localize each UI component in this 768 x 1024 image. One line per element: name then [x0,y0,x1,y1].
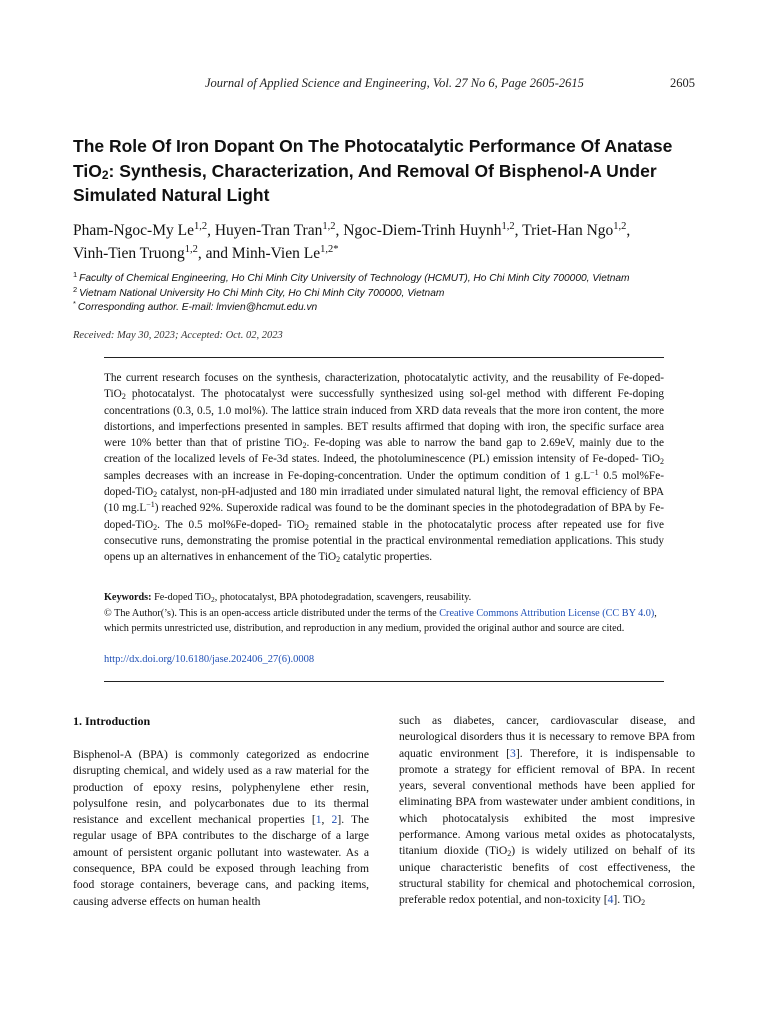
author-affiliation: 1,2 [322,221,336,232]
title-line-1: The Role Of Iron Dopant On The Photocatalytic Performance Of Anatase [73,136,673,156]
author-name: Vinh-Tien Truong [73,245,185,262]
corresponding-email: Corresponding author. E-mail: lmvien@hcmut.edu.vn [77,302,318,313]
title-line-2-pre: TiO [73,160,102,181]
paper-title [73,134,703,208]
author-name: Huyen-Tran Tran [214,222,323,239]
citation-link[interactable]: 3 [510,746,516,760]
author-affiliation: 1,2* [320,244,339,255]
running-header [0,76,768,92]
corresponding-author [73,301,713,315]
author-name: Minh-Vien Le [231,245,321,262]
author-affiliation: 1,2 [193,221,208,232]
author-affiliation: 1,2 [184,244,198,255]
page-number: 2605 [670,76,695,90]
title-subscript: 2 [101,167,109,182]
affiliation-1 [73,272,713,286]
intro-left-column: Bisphenol-A (BPA) is commonly categorized as endocrine disrupting chemical, and widely used as a raw material for the production of epoxy resins, polyphenylene ether resin, polysulfone resin, and polycarbonates due to its thermal resistance and excellent mechanical properties [1, 2]. The regular usage of BPA contributes to the discharge of a large amount of persistent organic pollutant into wastewater. As a consequence, BPA could be exposed through leaching from food storage containers, beverage cans, and packing items, causing adverse effects on human health [73,748,369,908]
citation-link[interactable]: 2 [331,813,338,827]
abstract-bottom-rule [104,681,664,682]
author-affiliation: 1,2 [501,221,515,232]
affiliation-text: Vietnam National University Ho Chi Minh City, Ho Chi Minh City 700000, Vietnam [79,288,445,299]
citation-link[interactable]: 4 [607,893,614,907]
author-name: Pham-Ngoc-My Le [73,222,194,239]
license-notice: © The Author(’s). This is an open-access article distributed under the terms of the Creative Commons Attribution License (CC BY 4.0), which permits unrestricted use, distribution, and reproduction in any medium, provided the original author and source are cited. [104,608,657,634]
affiliation-2 [73,287,713,301]
title-line-2-post: : Synthesis, Characterization, And Removal Of Bisphenol-A Under [108,160,657,181]
author-and: and [205,245,229,262]
affiliation-mark: * [73,299,76,308]
keywords: Keywords: Fe-doped TiO$_2$, photocatalyst, BPA photodegradation, scavengers, reusability. [104,592,472,604]
title-line-3: Simulated Natural Light [73,185,270,205]
author-name: Ngoc-Diem-Trinh Huynh [343,222,502,239]
affiliation-text: Faculty of Chemical Engineering, Ho Chi Minh City University of Technology (HCMUT), Ho Chi Minh City 700000, Vietnam [79,273,630,284]
section-heading-introduction: 1. Introduction [73,714,151,728]
author-name: Triet-Han Ngo [522,222,614,239]
affiliation-mark: 1 [73,270,78,279]
doi-link[interactable]: http://dx.doi.org/10.6180/jase.202406_27(6).0008 [104,654,315,665]
abstract-top-rule [104,357,664,358]
received-dates: Received: May 30, 2023; Accepted: Oct. 02, 2023 [73,330,283,341]
abstract: The current research focuses on the synthesis, characterization, photocatalytic activity, and the reusability of Fe-doped- TiO$_2$ photocatalyst. The photocatalyst were successfully synthesized using sol-gel method with different Fe-doping concentrations (0.3, 0.5, 1.0 mol%). The lattice strain induced from XRD data reveals that the more iron content, the more distortions, and imperfections presented in samples. BET results affirmed that doping with iron, the specific surface area were 10% better than that of pristine TiO$_2$. Fe-doping was able to narrow the band gap to 2.69eV, mainly due to the creation of the localized levels of Fe-3d states. Indeed, the photoluminescence (PL) emission intensity of Fe-doped- TiO$_2$ samples decreases with an increase in Fe-doping-concentration. Under the optimum condition of 1 $g.L^{-1}$ 0.5 mol%Fe-doped-TiO$_2$ catalyst, non-pH-adjusted and 180 min irradiated under simulated natural light, the removal efficiency of BPA (10 $mg.L^{-1}$) reached 92%. Superoxide radical was found to be the dominant species in the photodegradation of BPA by Fe-doped-TiO$_2$. The 0.5 mol%Fe-doped- TiO$_2$ remained stable in the photocatalytic process after repeated use for five consecutive runs, demonstrating the promise potential in the practical environmental remediation applications. This study opens up an alternatives in enhancement of the TiO$_2$ catalytic properties. [104,372,665,565]
journal-citation: Journal of Applied Science and Engineering, Vol. 27 No 6, Page 2605-2615 [205,76,584,90]
citation-link[interactable]: 1 [315,813,322,827]
intro-right-column: such as diabetes, cancer, cardiovascular disease, and neurological disorders thus it is necessary to remove BPA from aquatic environment [3]. Therefore, it is indispensable to promote a strategy for efficient removal of BPA. In recent years, several conventional methods have been applied for eliminating BPA from wastewater under ambient conditions, in which photocatalysis exhibited the most impresive performance. Among various metal oxides as photocatalysts, titanium dioxide (TiO$_2$) is widely utilized on behalf of its unique characteristic benefits of cost effectiveness, the structural stability for chemical and photochemical corrosion, preferable redox potential, and non-toxicity [4]. TiO$_2$ [399,714,695,908]
author-affiliation: 1,2 [613,221,627,232]
license-link[interactable]: Creative Commons Attribution License (CC BY 4.0) [439,608,655,619]
keywords-label: Keywords: [104,592,152,603]
author-list: Pham-Ngoc-My Le$^{1,2}$, Huyen-Tran Tran$^{1,2}$, Ngoc-Diem-Trinh Huynh$^{1,2}$, Triet-Han Ngo$^{1,2}$, Vinh-Tien Truong$^{1,2}$, and Minh-Vien $Le^{1,2*}$ [73,221,631,262]
affiliation-mark: 2 [73,285,78,294]
